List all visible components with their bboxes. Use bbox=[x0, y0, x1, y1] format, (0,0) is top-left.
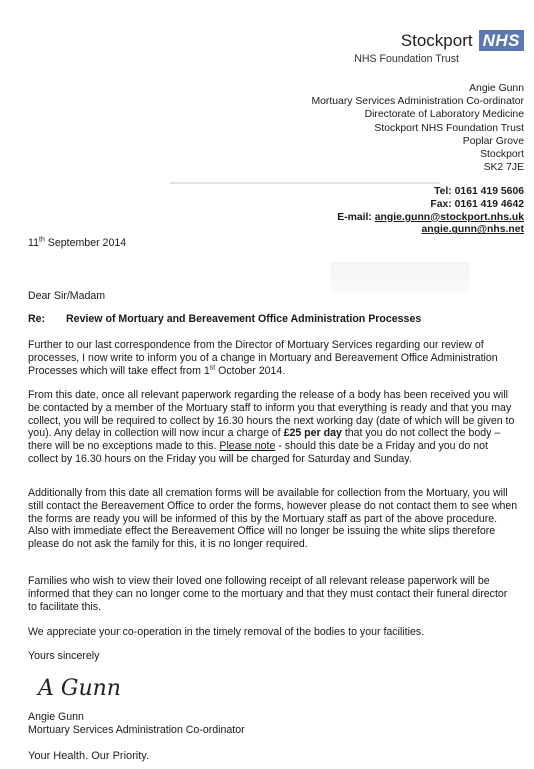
scan-smudge bbox=[330, 262, 470, 292]
org-logo bbox=[401, 30, 524, 51]
org-name: Stockport bbox=[400, 30, 473, 50]
sender-title: Mortuary Services Administration Co-ordinator bbox=[311, 96, 524, 108]
sender-department: Directorate of Laboratory Medicine bbox=[364, 109, 524, 121]
closing: Yours sincerely bbox=[28, 650, 100, 662]
subject-text: Review of Mortuary and Bereavement Office Administration Processes bbox=[66, 313, 422, 325]
email-label: E-mail: bbox=[337, 211, 372, 223]
scan-smudge bbox=[170, 182, 440, 184]
signer-title: Mortuary Services Administration Co-ordinator bbox=[28, 723, 245, 736]
signer-block bbox=[28, 711, 245, 736]
fax-label: Fax: bbox=[430, 198, 452, 210]
please-note: Please note bbox=[219, 440, 276, 453]
salutation: Dear Sir/Madam bbox=[28, 290, 106, 302]
sender-street: Poplar Grove bbox=[462, 135, 524, 147]
paragraph-4: Families who wish to view their loved one following receipt of all relevant release paperwork will be informed that they can no longer come to the mortuary and that they must contact their funeral director to facilitate this. bbox=[28, 575, 508, 613]
letter-date: 11th September 2014 bbox=[28, 236, 127, 249]
tel-number: 0161 419 5606 bbox=[454, 186, 524, 197]
tel-label: Tel: bbox=[434, 186, 452, 197]
paragraph-5: We appreciate your co-operation in the timely removal of the bodies to your facilities. bbox=[28, 626, 425, 638]
email-link-primary[interactable]: angie.gunn@stockport.nhs.uk bbox=[374, 211, 524, 223]
org-subtitle: NHS Foundation Trust bbox=[354, 53, 459, 65]
contact-block bbox=[337, 186, 524, 237]
fax-number: 0161 419 4642 bbox=[454, 198, 524, 210]
sender-town: Stockport bbox=[480, 149, 524, 161]
sender-address bbox=[311, 82, 524, 174]
re-label: Re: bbox=[28, 313, 46, 325]
sender-organisation: Stockport NHS Foundation Trust bbox=[374, 122, 524, 134]
email-link-secondary[interactable]: angie.gunn@nhs.net bbox=[421, 224, 524, 236]
sender-name: Angie Gunn bbox=[469, 83, 524, 94]
signature: A Gunn bbox=[38, 676, 121, 701]
signer-name: Angie Gunn bbox=[28, 711, 84, 723]
charge-amount: £25 per day bbox=[283, 427, 342, 440]
paragraph-2: From this date, once all relevant paperwork regarding the release of a body has been received you will be contacted by a member of the Mortuary staff to inform you that everything is ready and that you may collect, you will be required to collect by 16.30 hours the next working day (date of which will be given to you). Any delay in collection will now incur a charge of £25 per day that you do not collect the body – there will be no exceptions made to this. Please note - should this date be a Friday and you do not collect by 16.30 hours on the Friday you will be charged for Saturday and Sunday. bbox=[28, 389, 515, 465]
footer-slogan: Your Health. Our Priority. bbox=[28, 750, 150, 762]
subject-line bbox=[28, 313, 421, 326]
nhs-logo: NHS bbox=[479, 30, 524, 51]
paragraph-3: Additionally from this date all cremation forms will be available for collection from the Mortuary, you will still contact the Bereavement Office to order the forms, however please do not contact them to see when the forms are ready you will be informed of this by the Mortuary staff as part of the above procedure. Also with immediate effect the Bereavement Office will no longer be issuing the white slips therefore please do not ask the family for this, it is no longer required. bbox=[28, 487, 518, 551]
sender-postcode: SK2 7JE bbox=[483, 162, 524, 174]
paragraph-1: Further to our last correspondence from the Director of Mortuary Services regarding our review of processes, I now write to inform you of a change in Mortuary and Bereavement Office Administration Processes which will take effect from 1st October 2014. bbox=[28, 339, 498, 377]
